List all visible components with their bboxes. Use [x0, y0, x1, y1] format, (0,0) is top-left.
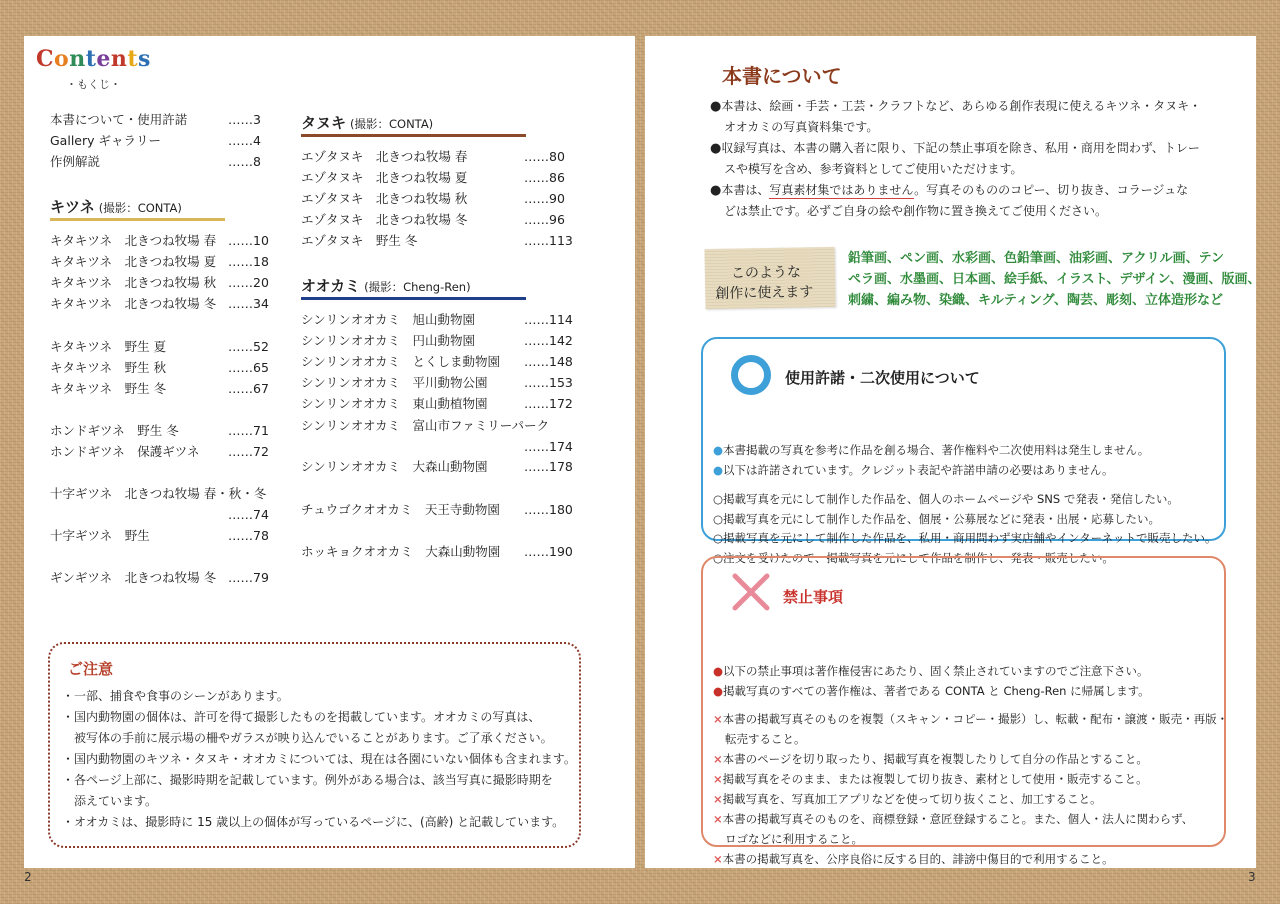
about-line — [724, 205, 1107, 217]
circle-icon — [731, 355, 771, 395]
allowed-item-text: 掲載写真を元にして制作した作品を、私用・商用問わず実店舗やインターネットで販売したい。 — [723, 531, 1217, 545]
contents-title-letter: t — [127, 46, 139, 72]
tanuki-entry-label: エゾタヌキ 北きつね牧場 夏 — [301, 170, 468, 185]
fox-heading-rule — [50, 218, 225, 221]
fox-entry-label: キタキツネ 野生 秋 — [50, 360, 167, 375]
about-emphasis: 写真素材集ではありません — [769, 183, 915, 197]
fox-entry-page: ……52 — [228, 339, 269, 354]
contents-subtitle: ・もくじ・ — [66, 78, 121, 91]
x-mark-icon: × — [713, 752, 723, 766]
page-number-left: 2 — [24, 870, 32, 884]
prohibited-item-text: ロゴなどに利用すること。 — [725, 832, 863, 846]
open-bullet-icon: ○ — [713, 550, 724, 565]
prohibited-item — [725, 734, 806, 746]
wolf-entry-label: シンリンオオカミ 平川動物公園 — [301, 375, 488, 390]
prohibited-item — [713, 754, 1148, 766]
allowed-item — [713, 494, 1179, 506]
about-text: どは禁止です。必ずご自身の絵や創作物に置き換えてご使用ください。 — [724, 204, 1108, 218]
contents-title-letter: o — [54, 46, 70, 72]
bullet-icon: ● — [710, 99, 722, 114]
about-text: 収録写真は、本書の購入者に限り、下記の禁止事項を除き、私用・商用を問わず、トレー — [721, 141, 1200, 155]
prohibited-note — [713, 686, 1150, 698]
tanuki-entry-page: ……86 — [524, 170, 565, 185]
prohibited-item — [725, 834, 863, 846]
fox-entry-label: ホンドギツネ 保護ギツネ — [50, 444, 200, 459]
fox-entry-page: ……65 — [228, 360, 269, 375]
toc-entry-page: ……3 — [228, 112, 261, 127]
fox-entry-page: ……71 — [228, 423, 269, 438]
prohibited-note-text: 以下の禁止事項は著作権侵害にあたり、固く禁止されていますのでご注意下さい。 — [723, 664, 1149, 678]
wolf-entry-page: ……178 — [524, 459, 573, 474]
fox-heading-title: キツネ — [50, 198, 95, 216]
fox-entry-page: ……74 — [228, 507, 269, 522]
prohibited-box — [701, 556, 1229, 866]
about-line — [710, 100, 1201, 113]
caution-title: ご注意 — [68, 660, 114, 678]
toc-entry-label: Gallery ギャラリー — [50, 133, 161, 148]
x-mark-icon: × — [713, 852, 723, 866]
contents-title-letter: n — [110, 46, 128, 72]
allowed-item-text: 掲載写真を元にして制作した作品を、個展・公募展などに発表・出展・応募したい。 — [723, 511, 1161, 526]
about-line — [724, 121, 878, 133]
wolf-entry-page: ……142 — [524, 333, 573, 348]
fox-entry-label: ホンドギツネ 野生 冬 — [50, 423, 179, 438]
toc-entry-page: ……4 — [228, 133, 261, 148]
tanuki-entry-page: ……96 — [524, 212, 565, 227]
about-text: スや模写を含め、参考資料としてご使用いただけます。 — [724, 162, 1023, 176]
prohibited-item — [713, 854, 1114, 866]
right-page — [645, 36, 1261, 868]
wolf-entry-label: シンリンオオカミ 東山動植物園 — [301, 396, 488, 411]
wolf-entry-page: ……148 — [524, 354, 573, 369]
caution-box — [48, 642, 581, 848]
x-mark-icon: × — [713, 812, 723, 826]
wolf-heading — [301, 278, 471, 294]
usage-line: 刺繍、編み物、染織、キルティング、陶芸、彫刻、立体造形など — [848, 293, 1224, 308]
about-text: 本書は、 — [721, 183, 770, 197]
about-line — [724, 163, 1023, 175]
fox-entry-label: キタキツネ 北きつね牧場 秋 — [50, 275, 217, 290]
prohibited-item — [713, 814, 1193, 826]
x-mark-icon: × — [713, 772, 723, 786]
tanuki-heading-rule — [301, 134, 526, 137]
contents-title — [36, 46, 151, 72]
caution-line: ・国内動物園のキツネ・タヌキ・オオカミについては、現在は各園にいない個体も含まれます。 — [62, 752, 576, 766]
wolf-entry-label: ホッキョクオオカミ 大森山動物園 — [301, 544, 501, 559]
tanuki-heading — [301, 115, 433, 131]
toc-entry-page: ……8 — [228, 154, 261, 169]
prohibited-item-text: 本書のページを切り取ったり、掲載写真を複製したりして自分の作品とすること。 — [722, 752, 1148, 766]
fox-entry-label: キタキツネ 北きつね牧場 春 — [50, 233, 217, 248]
wolf-entry-page: ……153 — [524, 375, 573, 390]
about-title: 本書について — [722, 64, 842, 88]
fox-entry-label: キタキツネ 野生 冬 — [50, 381, 167, 396]
wolf-heading-title: オオカミ — [301, 277, 361, 295]
usage-tag-line2: 創作に使えます — [715, 284, 814, 302]
toc-entry-label: 作例解説 — [50, 154, 101, 169]
prohibited-item-text: 本書の掲載写真を、公序良俗に反する目的、誹謗中傷目的で利用すること。 — [722, 852, 1114, 866]
allowed-item — [713, 511, 1161, 526]
fox-entry-page: ……20 — [228, 275, 269, 290]
about-text: 本書は、絵画・手芸・工芸・クラフトなど、あらゆる創作表現に使えるキツネ・タヌキ・ — [721, 99, 1202, 113]
prohibited-note-text: 掲載写真のすべての著作権は、著者である CONTA と Cheng-Ren に帰属します。 — [723, 684, 1150, 698]
left-page — [24, 36, 635, 868]
usage-line: 鉛筆画、ペン画、水彩画、色鉛筆画、油彩画、アクリル画、テン — [848, 251, 1224, 266]
wolf-entry-label: シンリンオオカミ 富山市ファミリーパーク — [301, 418, 550, 433]
prohibited-item-text: 転売すること。 — [725, 732, 806, 746]
prohibited-note — [713, 666, 1149, 678]
tanuki-entry-page: ……113 — [524, 233, 573, 248]
wolf-entry-page: ……172 — [524, 396, 573, 411]
prohibited-item — [713, 714, 1228, 726]
cross-icon — [731, 572, 771, 612]
prohibited-item-text: 本書の掲載写真そのものを複製（スキャン・コピー・撮影）し、転載・配布・譲渡・販売・再版・ — [722, 712, 1229, 726]
allowed-note — [713, 465, 1114, 477]
allowed-box — [701, 337, 1226, 565]
wolf-entry-label: シンリンオオカミ 旭山動物園 — [301, 312, 475, 327]
caution-line: 被写体の手前に展示場の柵やガラスが映り込んでいることがあります。ご了承ください。 — [62, 731, 553, 745]
fox-entry-page: ……72 — [228, 444, 269, 459]
allowed-note-text: 本書掲載の写真を参考に作品を創る場合、著作権料や二次使用料は発生しません。 — [723, 443, 1150, 457]
about-text: 。写真そのもののコピー、切り抜き、コラージュな — [914, 183, 1189, 197]
tanuki-heading-credit: (撮影：CONTA) — [350, 117, 434, 131]
allowed-item-text: 注文を受けたので、掲載写真を元にして作品を制作し、発表・販売したい。 — [723, 550, 1114, 565]
about-text: オオカミの写真資料集です。 — [724, 120, 879, 134]
prohibited-item-text: 掲載写真を、写真加工アプリなどを使って切り抜くこと、加工すること。 — [722, 792, 1102, 806]
prohibited-item — [713, 774, 1148, 786]
fox-entry-label: キタキツネ 野生 夏 — [50, 339, 167, 354]
page-number-right: 3 — [1248, 870, 1256, 884]
prohibited-item-text: 掲載写真をそのまま、または複製して切り抜き、素材として使用・販売すること。 — [722, 772, 1148, 786]
allowed-title: 使用許諾・二次使用について — [785, 369, 980, 387]
fox-entry-label: 十字ギツネ 野生 — [50, 528, 150, 543]
blue-bullet-icon: ● — [713, 463, 724, 477]
contents-title-letter: s — [138, 46, 151, 72]
caution-line: 添えています。 — [62, 794, 158, 808]
fox-entry-page: ……34 — [228, 296, 269, 311]
allowed-note — [713, 445, 1149, 457]
fox-entry-page: ……78 — [228, 528, 269, 543]
bullet-icon: ● — [710, 183, 722, 198]
wolf-heading-rule — [301, 297, 526, 300]
usage-tag-line1: このような — [730, 264, 802, 282]
toc-entry-label: 本書について・使用許諾 — [50, 112, 188, 127]
x-mark-icon: × — [713, 792, 723, 806]
caution-line: ・一部、捕食や食事のシーンがあります。 — [62, 689, 289, 703]
wolf-entry-page: ……190 — [524, 544, 573, 559]
caution-line: ・国内動物園の個体は、許可を得て撮影したものを掲載しています。オオカミの写真は、 — [62, 710, 541, 724]
caution-line: ・各ページ上部に、撮影時期を記載しています。例外がある場合は、該当写真に撮影時期を — [62, 773, 553, 787]
fox-entry-page: ……79 — [228, 570, 269, 585]
usage-tag — [704, 247, 835, 309]
contents-title-letter: C — [36, 46, 55, 72]
fox-heading-credit: (撮影：CONTA) — [98, 201, 182, 215]
tanuki-heading-title: タヌキ — [301, 114, 347, 132]
about-line — [710, 142, 1200, 155]
wolf-entry-label: シンリンオオカミ 大森山動物園 — [301, 459, 488, 474]
wolf-entry-page: ……180 — [524, 502, 573, 517]
fox-entry-label: ギンギツネ 北きつね牧場 冬 — [50, 570, 217, 585]
blue-bullet-icon: ● — [713, 443, 724, 457]
tanuki-entry-label: エゾタヌキ 北きつね牧場 春 — [301, 149, 468, 164]
wolf-entry-label: シンリンオオカミ 円山動物園 — [301, 333, 475, 348]
bullet-icon: ● — [710, 141, 722, 156]
prohibited-title: 禁止事項 — [783, 588, 844, 606]
about-line — [710, 184, 1188, 197]
wolf-entry-label: チュウゴクオオカミ 天王寺動物園 — [301, 502, 500, 517]
wolf-entry-label: シンリンオオカミ とくしま動物園 — [301, 354, 500, 369]
tanuki-entry-page: ……90 — [524, 191, 565, 206]
usage-line: ペラ画、水墨画、日本画、絵手紙、イラスト、デザイン、漫画、版画、 — [848, 272, 1261, 287]
red-bullet-icon: ● — [713, 684, 724, 698]
open-bullet-icon: ○ — [713, 492, 724, 506]
tanuki-entry-label: エゾタヌキ 野生 冬 — [301, 233, 418, 248]
tanuki-entry-page: ……80 — [524, 149, 565, 164]
caution-line: ・オオカミは、撮影時に 15 歳以上の個体が写っているページに、(高齢) と記載しています。 — [62, 815, 565, 829]
fox-entry-label: 十字ギツネ 北きつね牧場 春・秋・冬 — [50, 486, 267, 501]
fox-entry-page: ……67 — [228, 381, 269, 396]
allowed-note-text: 以下は許諾されています。クレジット表記や許諾申請の必要はありません。 — [723, 463, 1114, 477]
fox-entry-label: キタキツネ 北きつね牧場 冬 — [50, 296, 217, 311]
wolf-entry-page: ……114 — [524, 312, 573, 327]
red-bullet-icon: ● — [713, 664, 724, 678]
fox-entry-label: キタキツネ 北きつね牧場 夏 — [50, 254, 217, 269]
contents-title-letter: e — [96, 46, 111, 72]
open-bullet-icon: ○ — [713, 511, 724, 526]
tanuki-entry-label: エゾタヌキ 北きつね牧場 秋 — [301, 191, 468, 206]
prohibited-item — [713, 794, 1102, 806]
open-bullet-icon: ○ — [713, 531, 724, 545]
wolf-entry-page: ……174 — [524, 439, 573, 454]
contents-title-letter: t — [85, 46, 97, 72]
allowed-item — [713, 533, 1217, 545]
allowed-item-text: 掲載写真を元にして制作した作品を、個人のホームページや SNS で発表・発信したい。 — [723, 492, 1179, 506]
prohibited-item-text: 本書の掲載写真そのものを、商標登録・意匠登録すること。また、個人・法人に関わらず、 — [722, 812, 1194, 826]
fox-heading — [50, 199, 182, 215]
fox-entry-page: ……10 — [228, 233, 269, 248]
tanuki-entry-label: エゾタヌキ 北きつね牧場 冬 — [301, 212, 468, 227]
contents-title-letter: n — [69, 46, 86, 72]
fox-entry-page: ……18 — [228, 254, 269, 269]
wolf-heading-credit: (撮影：Cheng-Ren) — [364, 280, 471, 294]
x-mark-icon: × — [713, 712, 723, 726]
